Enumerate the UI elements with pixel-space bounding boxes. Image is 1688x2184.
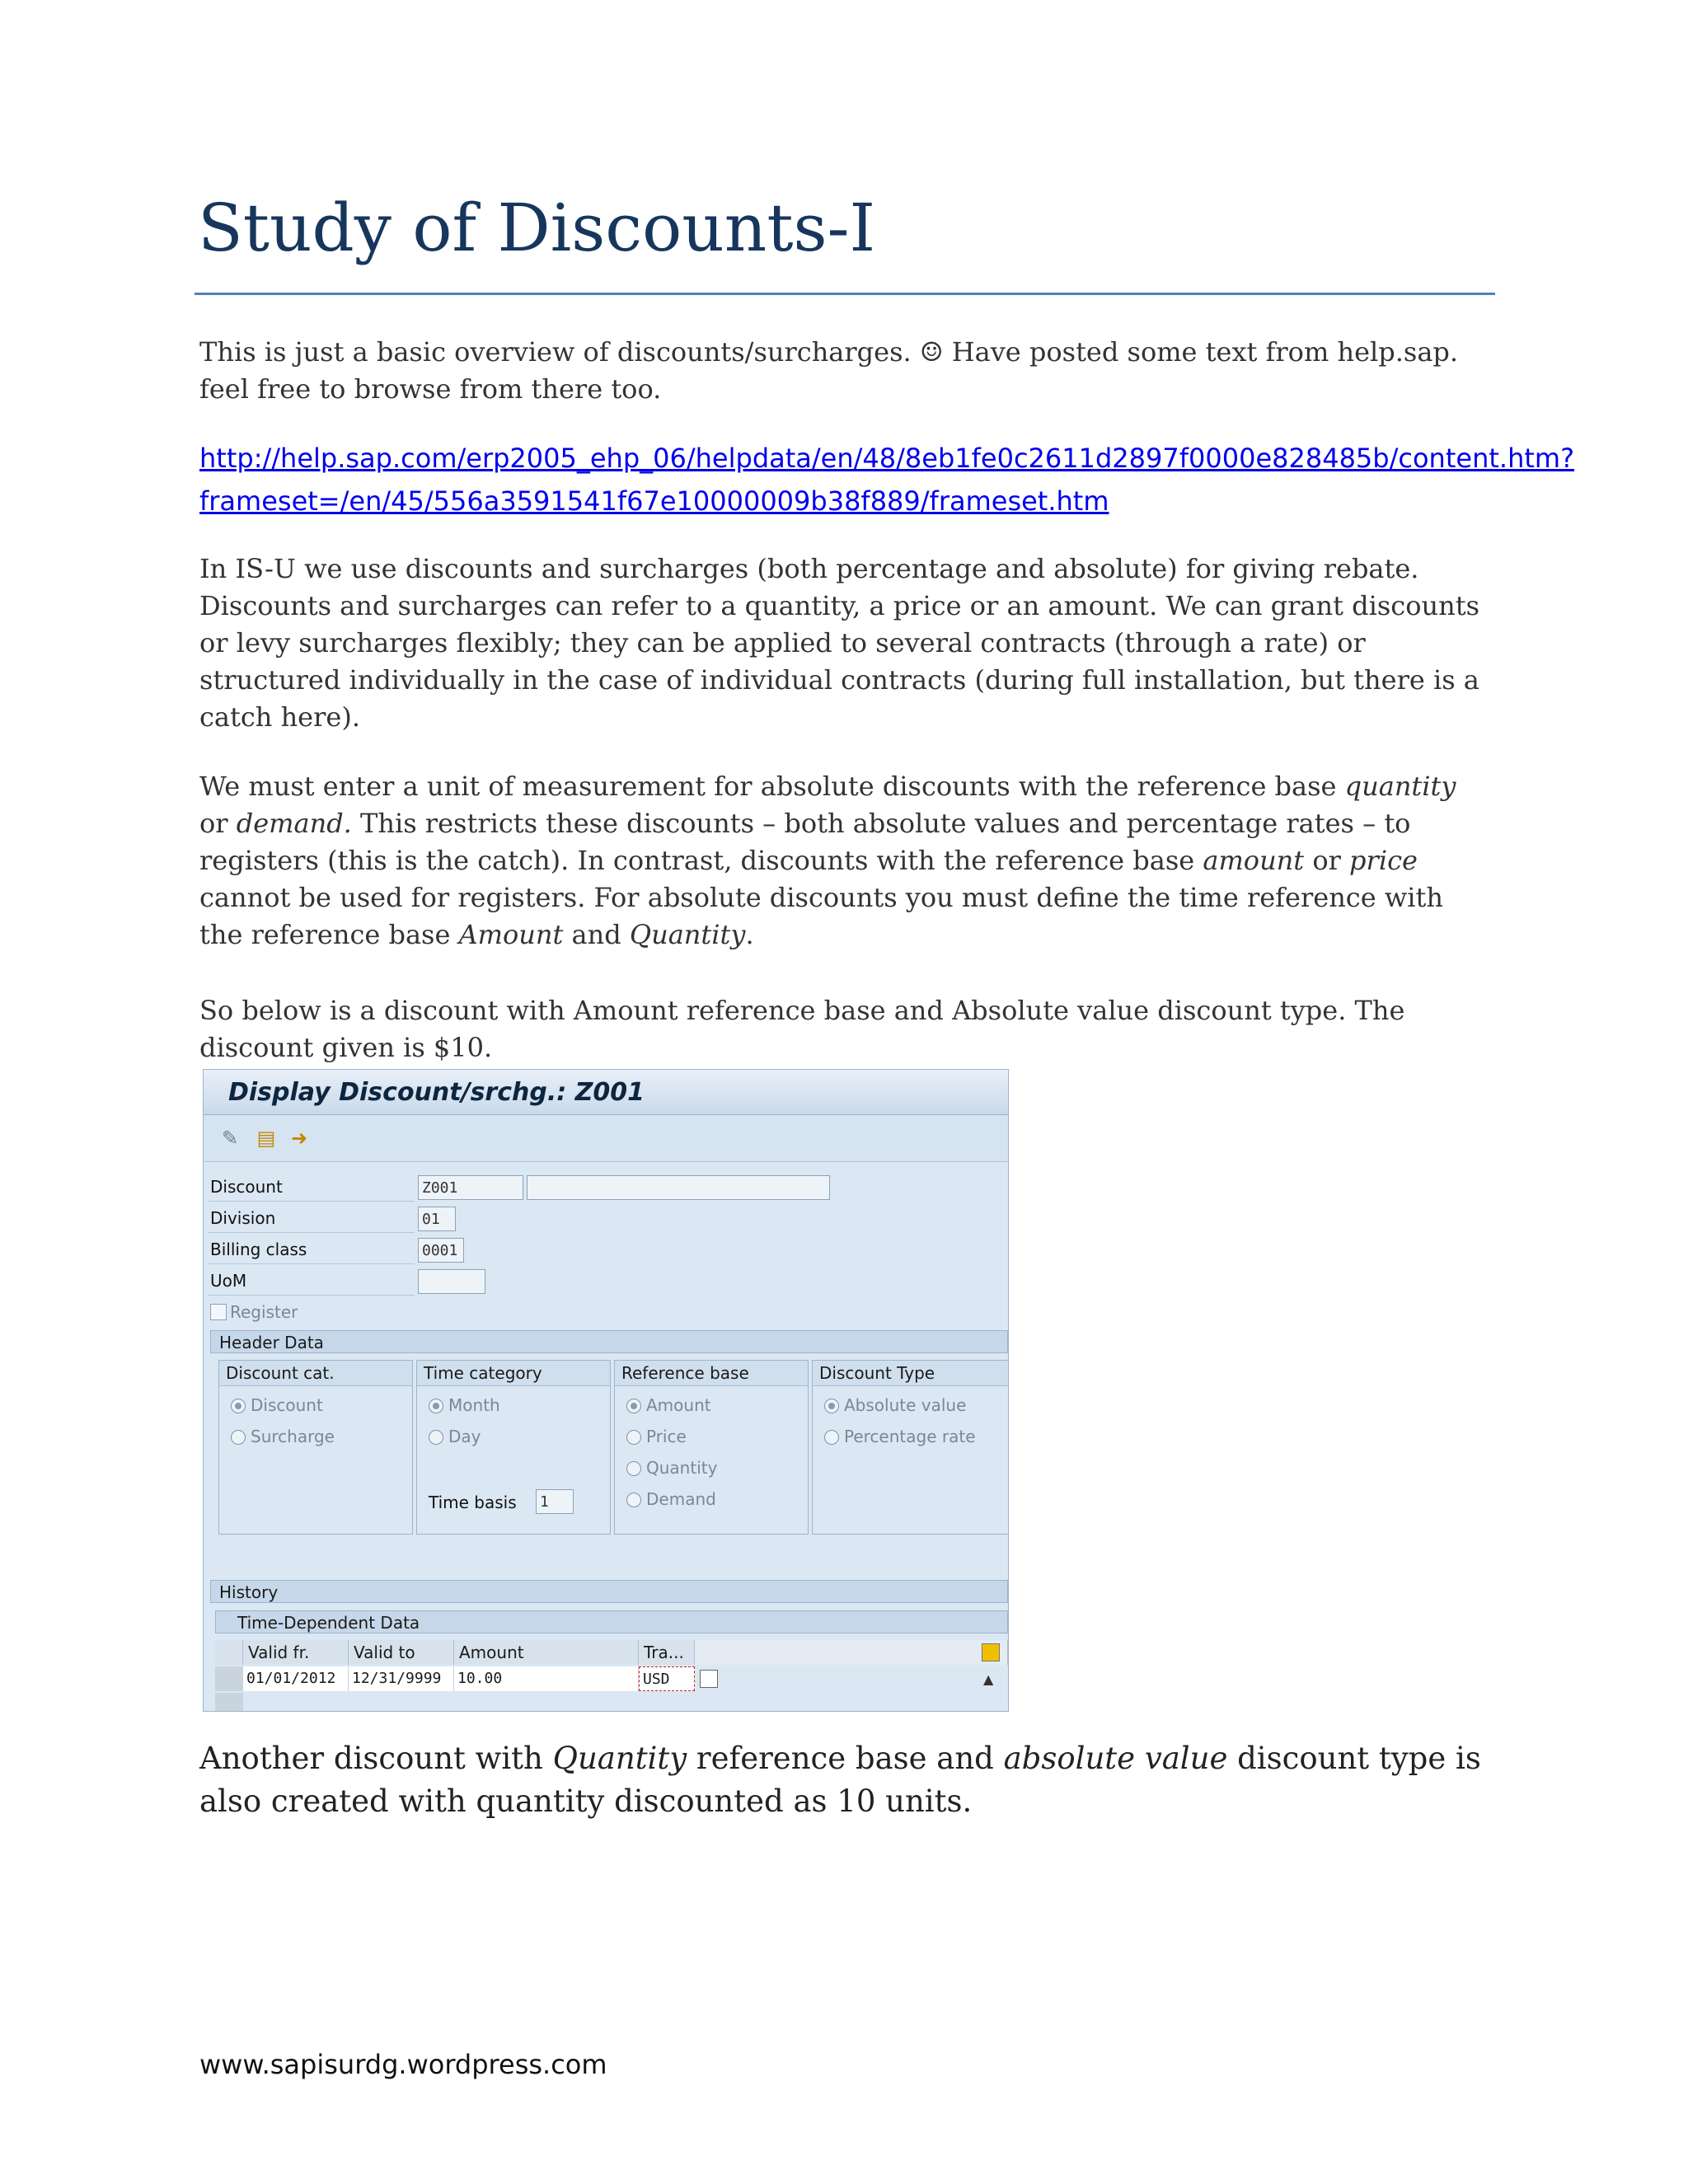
header-data-section — [210, 1330, 1008, 1353]
valid-from-header[interactable]: Valid fr. — [243, 1640, 349, 1665]
row-selector[interactable] — [215, 1666, 243, 1691]
history-section — [210, 1580, 1008, 1603]
row-divider — [209, 1263, 415, 1264]
absolute-value-radio[interactable] — [824, 1399, 839, 1413]
valid-to-cell[interactable]: 12/31/9999 — [349, 1666, 454, 1691]
surcharge-option-label: Surcharge — [251, 1427, 335, 1446]
discount-type-title: Discount Type — [819, 1363, 935, 1383]
day-radio[interactable] — [429, 1430, 443, 1445]
register-label: Register — [230, 1302, 298, 1322]
quantity-option-label: Quantity — [646, 1458, 718, 1478]
page-title: Study of Discounts-I — [198, 190, 876, 266]
discount-cat-title: Discount cat. — [226, 1363, 335, 1383]
title-divider — [195, 293, 1495, 295]
table-settings-icon[interactable] — [982, 1643, 1000, 1661]
price-radio[interactable] — [626, 1430, 641, 1445]
absolute-value-option-label: Absolute value — [844, 1395, 967, 1415]
footer-url: www.sapisurdg.wordpress.com — [199, 2049, 607, 2080]
sap-title-bar — [204, 1070, 1008, 1115]
price-option-label: Price — [646, 1427, 687, 1446]
history-label: History — [219, 1582, 279, 1602]
time-basis-input[interactable]: 1 — [536, 1489, 574, 1514]
header-filler — [695, 1640, 1008, 1665]
time-category-group — [416, 1360, 611, 1535]
amount-radio[interactable] — [626, 1399, 641, 1413]
help-sap-link[interactable]: http://help.sap.com/erp2005_ehp_06/helpdata/en/48/8eb1fe0c2611d2897f0000e828485b/content.htm?frameset=/en/45/556a3591541f67e10000009b38f889/frameset.htm — [199, 443, 1575, 517]
month-radio[interactable] — [429, 1399, 443, 1413]
display-change-icon[interactable]: ✎ — [221, 1127, 239, 1150]
discount-radio[interactable] — [231, 1399, 246, 1413]
transaction-currency-header[interactable]: Tra... — [639, 1640, 695, 1665]
percentage-rate-option-label: Percentage rate — [844, 1427, 976, 1446]
uom-input[interactable] — [418, 1269, 485, 1294]
demand-option-label: Demand — [646, 1489, 716, 1509]
valid-from-cell[interactable]: 01/01/2012 — [243, 1666, 349, 1691]
other-object-icon[interactable]: ▤ — [256, 1127, 276, 1150]
sap-window-title: Display Discount/srchg.: Z001 — [228, 1078, 645, 1107]
discount-cat-group — [218, 1360, 413, 1535]
reference-base-group — [614, 1360, 809, 1535]
demand-radio[interactable] — [626, 1493, 641, 1507]
surcharge-radio[interactable] — [231, 1430, 246, 1445]
paragraph-is-u: In IS-U we use discounts and surcharges (both percentage and absolute) for giving rebate. Discounts and surcharges can refer to a quantity, a price or an amount. We can grant discounts or levy surcharges flexibly; they can be applied to several contracts (through a rate) or structured individually in the case of individual contracts (during full installation, but there is a catch here). — [199, 553, 1479, 733]
amount-cell[interactable]: 10.00 — [454, 1666, 639, 1691]
sap-toolbar — [204, 1115, 1008, 1162]
time-dependent-section — [215, 1610, 1008, 1633]
percentage-rate-radio[interactable] — [824, 1430, 839, 1445]
uom-label: UoM — [210, 1271, 247, 1291]
paragraph-unit-of-measurement: We must enter a unit of measurement for absolute discounts with the reference base quantity or demand. This restricts these discounts – both absolute values and percentage rates – to registers (this is the catch). In contrast, discounts with the reference base amount or price cannot be used for registers. For absolute discounts you must define the time reference with the reference base Amount and Quantity. — [199, 771, 1456, 950]
division-input[interactable]: 01 — [418, 1207, 456, 1231]
reference-base-title: Reference base — [621, 1363, 749, 1383]
value-help-icon[interactable] — [700, 1670, 718, 1688]
time-dependent-label: Time-Dependent Data — [237, 1613, 420, 1633]
row-selector-header — [215, 1640, 243, 1665]
discount-description-input[interactable] — [527, 1175, 830, 1200]
time-basis-label: Time basis — [429, 1493, 517, 1512]
quantity-radio[interactable] — [626, 1461, 641, 1476]
billing-class-label: Billing class — [210, 1240, 307, 1259]
sap-discount-screenshot — [203, 1069, 1009, 1712]
currency-cell[interactable]: USD — [639, 1666, 695, 1691]
paragraph-quantity-discount: Another discount with Quantity reference base and absolute value discount type is also created with quantity discounted as 10 units. — [199, 1741, 1481, 1819]
discount-type-group — [812, 1360, 1009, 1535]
month-option-label: Month — [448, 1395, 500, 1415]
row-divider — [209, 1232, 415, 1233]
division-label: Division — [210, 1208, 276, 1228]
time-category-title: Time category — [424, 1363, 542, 1383]
amount-header[interactable]: Amount — [454, 1640, 639, 1665]
discount-label: Discount — [210, 1177, 283, 1197]
row-divider — [209, 1201, 415, 1202]
discount-input[interactable]: Z001 — [418, 1175, 523, 1200]
intro-paragraph: This is just a basic overview of discounts/surcharges. ☺ Have posted some text from help.sap. feel free to browse from there too. — [199, 336, 1459, 405]
register-checkbox[interactable] — [210, 1304, 227, 1320]
row-selector[interactable] — [215, 1693, 243, 1712]
billing-class-input[interactable]: 0001 — [418, 1238, 464, 1263]
navigate-icon[interactable]: ➜ — [290, 1127, 308, 1150]
row-divider — [209, 1295, 415, 1296]
scroll-up-icon[interactable]: ▲ — [983, 1671, 994, 1687]
paragraph-amount-discount: So below is a discount with Amount reference base and Absolute value discount type. The discount given is $10. — [199, 995, 1405, 1063]
valid-to-header[interactable]: Valid to — [349, 1640, 454, 1665]
amount-option-label: Amount — [646, 1395, 711, 1415]
header-data-label: Header Data — [219, 1333, 324, 1352]
day-option-label: Day — [448, 1427, 481, 1446]
discount-option-label: Discount — [251, 1395, 323, 1415]
